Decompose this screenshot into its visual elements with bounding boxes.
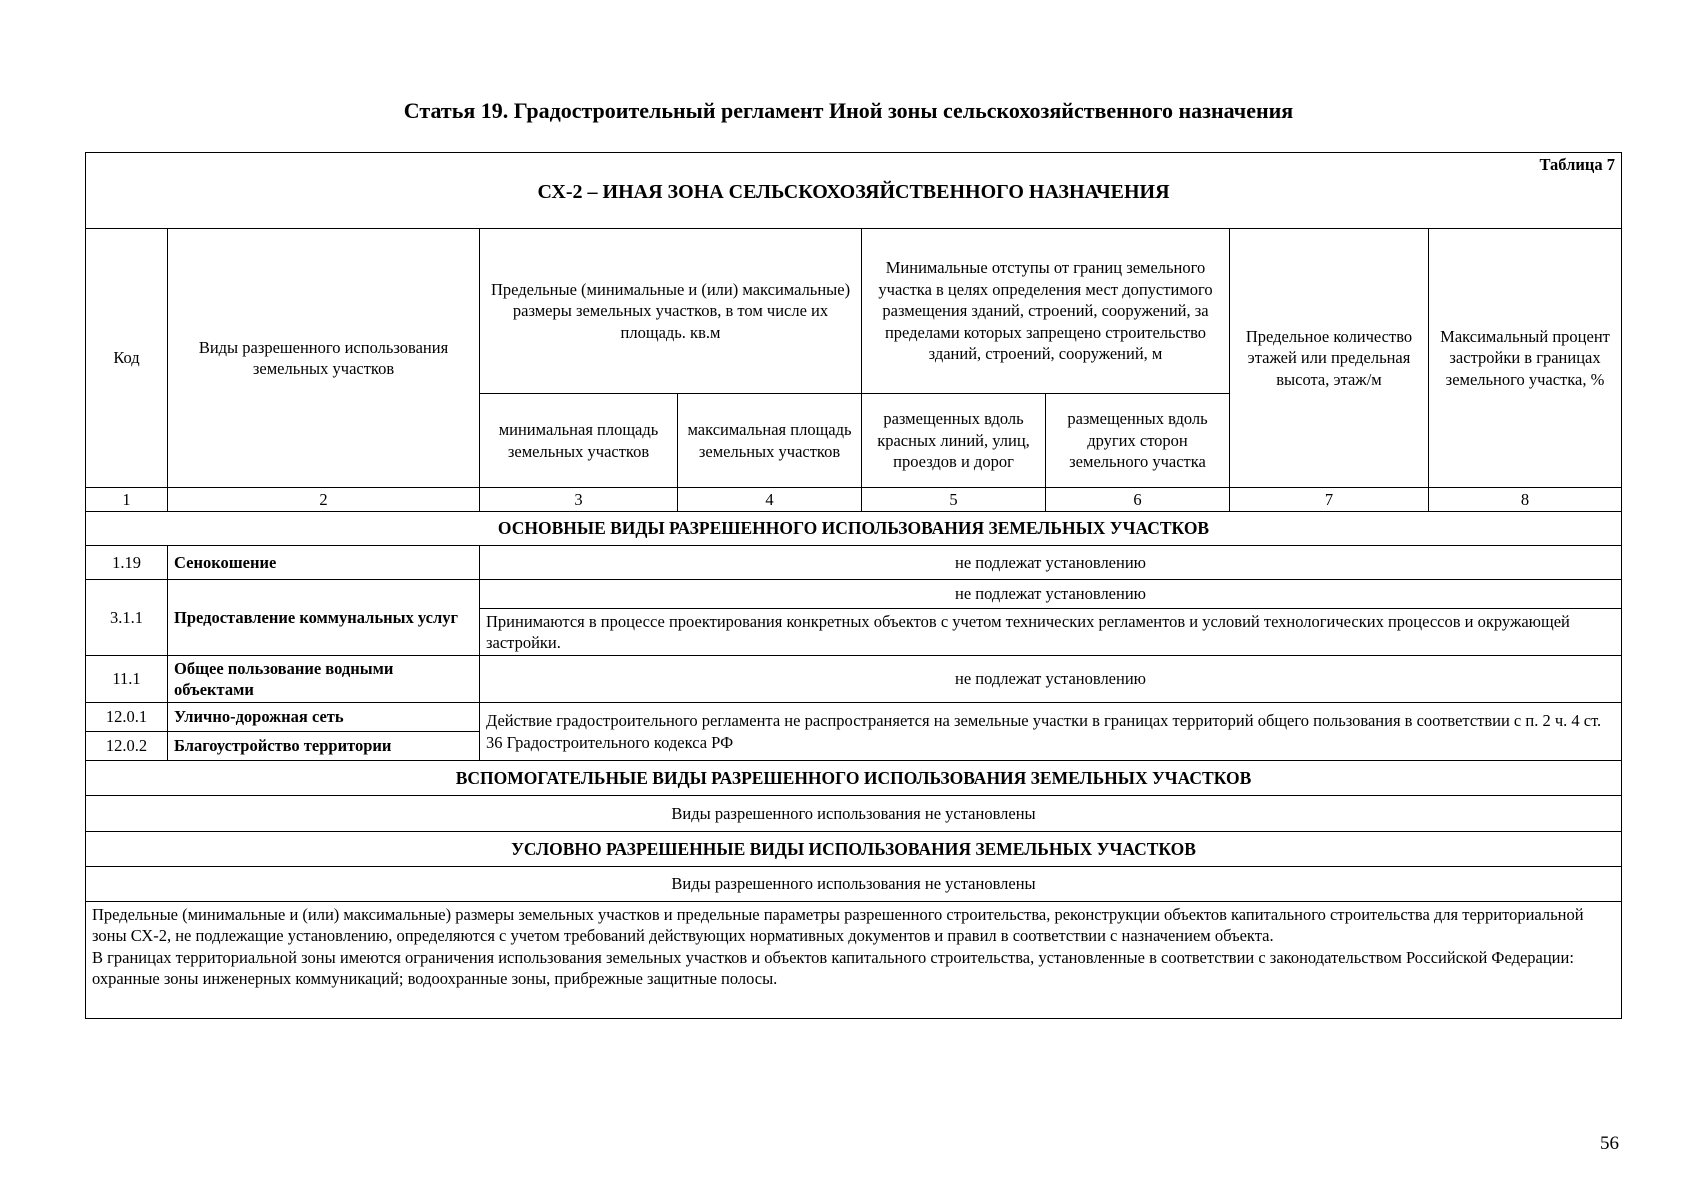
- section-auxiliary-heading: ВСПОМОГАТЕЛЬНЫЕ ВИДЫ РАЗРЕШЕННОГО ИСПОЛЬЗОВАНИЯ ЗЕМЕЛЬНЫХ УЧАСТКОВ: [86, 761, 1622, 796]
- column-number: 2: [168, 488, 480, 512]
- column-number: 3: [480, 488, 678, 512]
- header-setbacks: Минимальные отступы от границ земельного участка в целях определения мест допустимого размещения зданий, строений, сооружений, за пределами которых запрещено строительство зданий, строений, сооружений, м: [862, 229, 1230, 394]
- row-code: 12.0.1: [86, 703, 168, 732]
- row-value: не подлежат установлению: [480, 580, 1622, 609]
- header-sizes-max: максимальная площадь земельных участков: [678, 394, 862, 488]
- page-number: 56: [1600, 1133, 1619, 1154]
- header-coverage: Максимальный процент застройки в границах земельного участка, %: [1429, 229, 1622, 488]
- header-sizes: Предельные (минимальные и (или) максимальные) размеры земельных участков, в том числе их площадь. кв.м: [480, 229, 862, 394]
- zone-title: СХ-2 – ИНАЯ ЗОНА СЕЛЬСКОХОЗЯЙСТВЕННОГО НАЗНАЧЕНИЯ: [537, 181, 1170, 204]
- row-code: 3.1.1: [86, 580, 168, 656]
- row-value-detail: Принимаются в процессе проектирования конкретных объектов с учетом технических регламентов и условий технологических процессов и окружающей застройки.: [480, 609, 1622, 656]
- auxiliary-text: Виды разрешенного использования не установлены: [86, 796, 1622, 832]
- column-number: 8: [1429, 488, 1622, 512]
- row-use-name: Благоустройство территории: [168, 732, 480, 761]
- header-floors: Предельное количество этажей или предельная высота, этаж/м: [1230, 229, 1429, 488]
- header-use: Виды разрешенного использования земельных участков: [168, 229, 480, 488]
- column-number: 1: [86, 488, 168, 512]
- column-number: 4: [678, 488, 862, 512]
- header-sizes-min: минимальная площадь земельных участков: [480, 394, 678, 488]
- section-main-heading: ОСНОВНЫЕ ВИДЫ РАЗРЕШЕННОГО ИСПОЛЬЗОВАНИЯ ЗЕМЕЛЬНЫХ УЧАСТКОВ: [86, 512, 1622, 546]
- table-caption-cell: [86, 153, 1622, 229]
- row-use-name: Сенокошение: [168, 546, 480, 580]
- row-value: не подлежат установлению: [480, 656, 1622, 703]
- row-use-name: Улично-дорожная сеть: [168, 703, 480, 732]
- row-use-name: Предоставление коммунальных услуг: [168, 580, 480, 656]
- column-number: 6: [1046, 488, 1230, 512]
- conditional-text: Виды разрешенного использования не установлены: [86, 867, 1622, 902]
- table-number: Таблица 7: [1539, 155, 1616, 174]
- row-code: 11.1: [86, 656, 168, 703]
- note-paragraph: В границах территориальной зоны имеются ограничения использования земельных участков и объектов капитального строительства, установленные в соответствии с законодательством Российской Федерации: охранные зоны инженерных коммуникаций; водоохранные зоны, прибрежные защитные полосы.: [92, 947, 1574, 989]
- row-value-shared: Действие градостроительного регламента не распространяется на земельные участки в границах территорий общего пользования в соответствии с п. 2 ч. 4 ст. 36 Градостроительного кодекса РФ: [480, 703, 1622, 761]
- row-code: 1.19: [86, 546, 168, 580]
- header-setbacks-other: размещенных вдоль других сторон земельного участка: [1046, 394, 1230, 488]
- section-conditional-heading: УСЛОВНО РАЗРЕШЕННЫЕ ВИДЫ ИСПОЛЬЗОВАНИЯ ЗЕМЕЛЬНЫХ УЧАСТКОВ: [86, 832, 1622, 867]
- header-setbacks-red: размещенных вдоль красных линий, улиц, проездов и дорог: [862, 394, 1046, 488]
- note-paragraph: Предельные (минимальные и (или) максимальные) размеры земельных участков и предельные параметры разрешенного строительства, реконструкции объектов капитального строительства для территориальной зоны СХ-2, не подлежащие установлению, определяются с учетом требований действующих нормативных документов и правил в соответствии с назначением объекта.: [92, 905, 1584, 946]
- notes-cell: [86, 902, 1622, 1019]
- header-code: Код: [86, 229, 168, 488]
- column-number: 5: [862, 488, 1046, 512]
- row-value: не подлежат установлению: [480, 546, 1622, 580]
- row-code: 12.0.2: [86, 732, 168, 761]
- column-number: 7: [1230, 488, 1429, 512]
- page-title: Статья 19. Градостроительный регламент Иной зоны сельскохозяйственного назначения: [403, 98, 1294, 123]
- regulation-table: [85, 152, 1622, 1019]
- row-use-name: Общее пользование водными объектами: [168, 656, 480, 703]
